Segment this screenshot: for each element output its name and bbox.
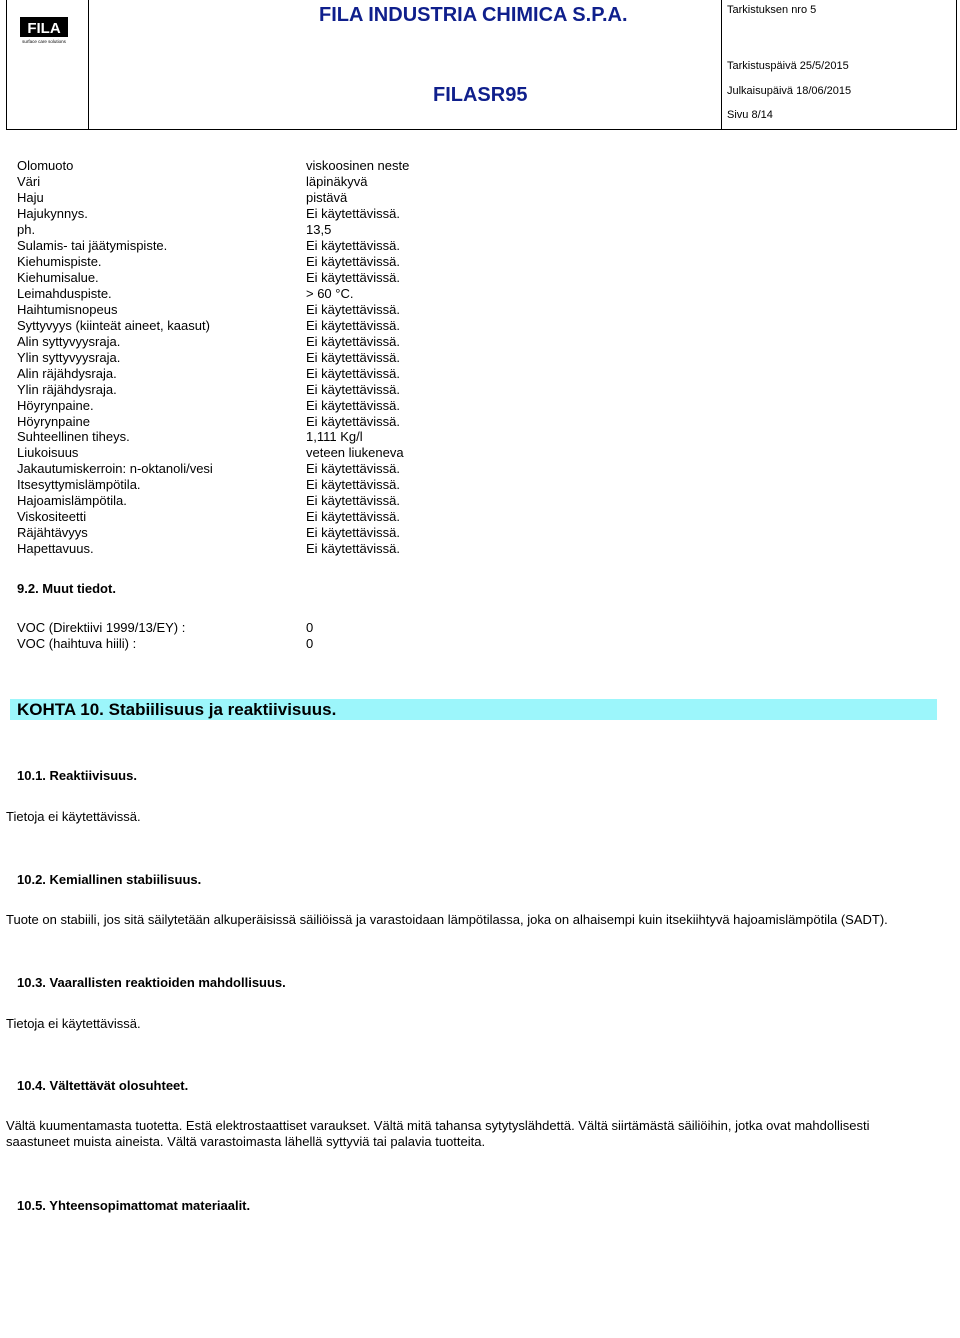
property-label: Haihtumisnopeus [17, 302, 118, 317]
voc-value: 0 [306, 620, 314, 635]
property-label: Väri [17, 174, 41, 189]
property-label: Jakautumiskerroin: n-oktanoli/vesi [17, 461, 213, 476]
property-label: Suhteellinen tiheys. [17, 429, 130, 444]
property-value: Ei käytettävissä. [306, 238, 400, 253]
subsection-text: saastuneet muista aineista. Vältä varastoimasta lähellä syttyviä tai palavia tuotteita. [6, 1134, 486, 1149]
property-value: Ei käytettävissä. [306, 414, 400, 429]
property-value: läpinäkyvä [306, 174, 368, 189]
subsection-heading: 10.5. Yhteensopimattomat materiaalit. [17, 1198, 251, 1213]
subsection-text: Tietoja ei käytettävissä. [6, 809, 141, 824]
property-value: pistävä [306, 190, 348, 205]
property-value: 13,5 [306, 222, 332, 237]
property-label: Ylin syttyvyysraja. [17, 350, 121, 365]
property-value: Ei käytettävissä. [306, 350, 400, 365]
property-label: Räjähtävyys [17, 525, 88, 540]
product-name: FILASR95 [433, 84, 528, 106]
publish-date: Julkaisupäivä 18/06/2015 [727, 85, 852, 97]
property-label: Hajukynnys. [17, 206, 88, 221]
property-value: Ei käytettävissä. [306, 254, 400, 269]
property-label: Kiehumisalue. [17, 270, 99, 285]
voc-carbon-value: 0 [306, 636, 314, 651]
property-label: Kiehumispiste. [17, 254, 102, 269]
property-value: viskoosinen neste [306, 158, 410, 173]
property-label: Haju [17, 190, 44, 205]
company-name: FILA INDUSTRIA CHIMICA S.P.A. [319, 4, 628, 26]
property-label: Ylin räjähdysraja. [17, 382, 117, 397]
voc-label: VOC (Direktiivi 1999/13/EY) : [17, 620, 186, 635]
property-value: Ei käytettävissä. [306, 366, 400, 381]
property-label: Itsesyttymislämpötila. [17, 477, 141, 492]
property-value: Ei käytettävissä. [306, 493, 400, 508]
property-label: Viskositeetti [17, 509, 87, 524]
property-label: Höyrynpaine. [17, 398, 94, 413]
header-divider [88, 0, 89, 130]
other-info-heading: 9.2. Muut tiedot. [17, 581, 116, 596]
property-label: ph. [17, 222, 36, 237]
property-value: Ei käytettävissä. [306, 398, 400, 413]
property-value: Ei käytettävissä. [306, 318, 400, 333]
section-title: KOHTA 10. Stabiilisuus ja reaktiivisuus. [17, 700, 337, 719]
subsection-heading: 10.1. Reaktiivisuus. [17, 768, 137, 783]
property-label: Leimahduspiste. [17, 286, 112, 301]
property-value: > 60 °C. [306, 286, 354, 301]
subsection-heading: 10.2. Kemiallinen stabiilisuus. [17, 872, 202, 887]
property-label: Hapettavuus. [17, 541, 94, 556]
property-label: Alin syttyvyysraja. [17, 334, 121, 349]
property-value: veteen liukeneva [306, 445, 404, 460]
property-label: Sulamis- tai jäätymispiste. [17, 238, 168, 253]
subsection-text: Tuote on stabiili, jos sitä säilytetään alkuperäisissä säiliöissä ja varastoidaan lämpötilassa, joka on alhaisempi kuin itsekiihtyvä hajoamislämpötila (SADT). [6, 912, 888, 927]
subsection-text: Vältä kuumentamasta tuotetta. Estä elektrostaattiset varaukset. Vältä mitä tahansa sytytyslähdettä. Vältä siirtämästä säiliöihin, jotka ovat mahdollisesti [6, 1118, 870, 1133]
property-value: Ei käytettävissä. [306, 382, 400, 397]
property-value: Ei käytettävissä. [306, 477, 400, 492]
fila-logo [20, 14, 68, 44]
property-label: Olomuoto [17, 158, 74, 173]
property-value: 1,111 Kg/l [306, 429, 363, 444]
property-value: Ei käytettävissä. [306, 302, 400, 317]
property-label: Syttyvyys (kiinteät aineet, kaasut) [17, 318, 210, 333]
property-value: Ei käytettävissä. [306, 461, 400, 476]
header-divider [721, 0, 722, 130]
subsection-text: Tietoja ei käytettävissä. [6, 1016, 141, 1031]
revision-date: Tarkistuspäivä 25/5/2015 [727, 60, 849, 72]
property-value: Ei käytettävissä. [306, 206, 400, 221]
property-value: Ei käytettävissä. [306, 270, 400, 285]
property-label: Liukoisuus [17, 445, 79, 460]
property-label: Höyrynpaine [17, 414, 90, 429]
subsection-heading: 10.4. Vältettävät olosuhteet. [17, 1078, 189, 1093]
revision-number: Tarkistuksen nro 5 [727, 4, 817, 16]
property-value: Ei käytettävissä. [306, 334, 400, 349]
subsection-heading: 10.3. Vaarallisten reaktioiden mahdollisuus. [17, 975, 286, 990]
page-number: Sivu 8/14 [727, 109, 773, 121]
logo-text: FILA [27, 20, 61, 37]
property-value: Ei käytettävissä. [306, 509, 400, 524]
property-label: Alin räjähdysraja. [17, 366, 117, 381]
property-value: Ei käytettävissä. [306, 541, 400, 556]
property-value: Ei käytettävissä. [306, 525, 400, 540]
property-label: Hajoamislämpötila. [17, 493, 127, 508]
voc-carbon-label: VOC (haihtuva hiili) : [17, 636, 137, 651]
logo-tagline: surface care solutions [22, 39, 66, 44]
